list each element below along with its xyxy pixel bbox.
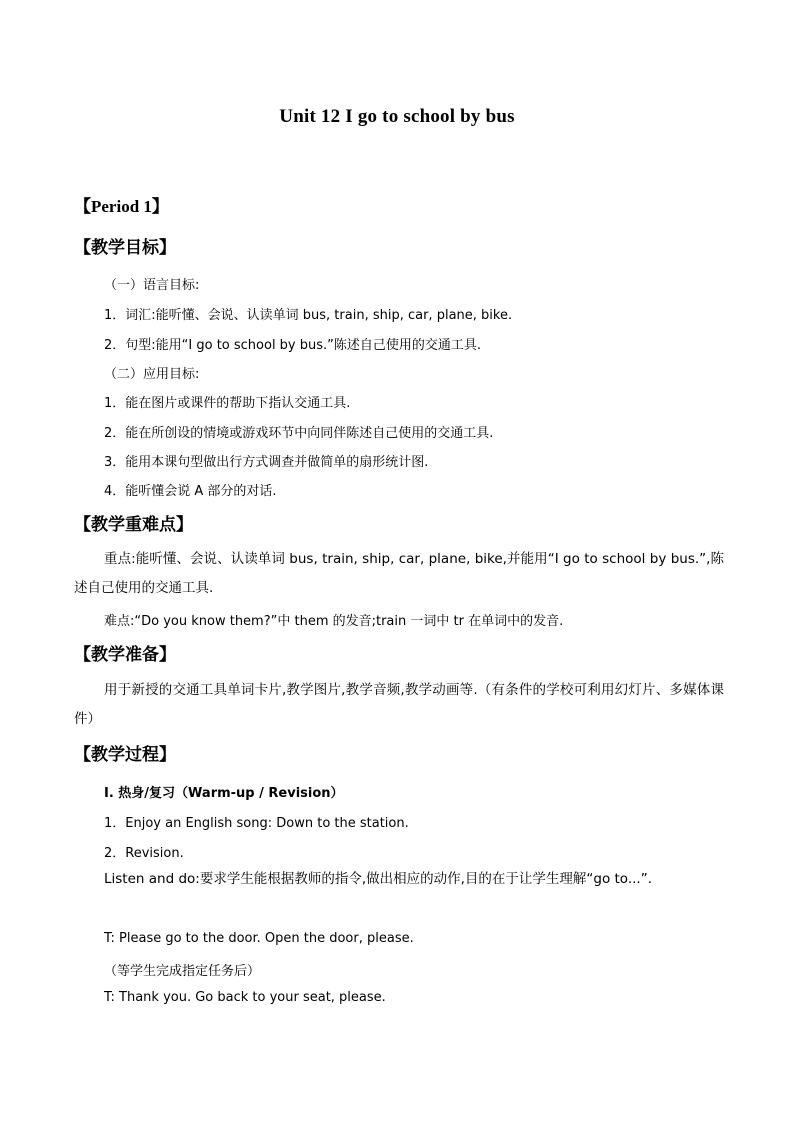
process-heading: 【教学过程】 <box>74 745 176 765</box>
period-heading: 【Period 1】 <box>74 197 169 216</box>
preparation-heading: 【教学准备】 <box>74 645 176 665</box>
stage-note: （等学生完成指定任务后） <box>104 964 261 979</box>
objectives-heading: 【教学目标】 <box>74 238 176 258</box>
document-title: Unit 12 I go to school by bus <box>279 106 515 127</box>
teacher-line-1: T: Please go to the door. Open the door, please. <box>104 931 414 946</box>
language-objective-vocab: 1．词汇:能听懂、会说、认读单词 bus, train, ship, car, plane, bike. <box>104 308 513 323</box>
application-objective-2: 2．能在所创设的情境或游戏环节中向同伴陈述自己使用的交通工具. <box>104 426 494 441</box>
preparation-text: 用于新授的交通工具单词卡片,教学图片,教学音频,教学动画等.（有条件的学校可利用幻灯片、多媒体课件） <box>74 682 724 727</box>
warmup-heading: I. 热身/复习（Warm-up / Revision） <box>104 786 344 801</box>
application-objective-1: 1．能在图片或课件的帮助下指认交通工具. <box>104 396 351 411</box>
language-objective-sentence: 2．句型:能用“I go to school by bus.”陈述自己使用的交通工具. <box>104 338 482 353</box>
application-objective-3: 3．能用本课句型做出行方式调查并做简单的扇形统计图. <box>104 455 429 470</box>
warmup-item-song: 1．Enjoy an English song: Down to the station. <box>104 816 409 831</box>
application-objectives-heading: （二）应用目标: <box>104 367 200 382</box>
keypoint-focus: 重点:能听懂、会说、认读单词 bus, train, ship, car, plane, bike,并能用“I go to school by bus.”,陈述自己使用的交通工具. <box>74 551 724 596</box>
language-objectives-heading: （一）语言目标: <box>104 278 200 293</box>
keypoints-heading: 【教学重难点】 <box>74 515 193 535</box>
keypoint-difficulty: 难点:“Do you know them?”中 them 的发音;train 一词中 tr 在单词中的发音. <box>104 614 564 629</box>
teacher-line-2: T: Thank you. Go back to your seat, please. <box>104 990 386 1005</box>
listen-and-do-text: Listen and do:要求学生能根据教师的指令,做出相应的动作,目的在于让学生理解“go to...”. <box>104 871 652 887</box>
warmup-item-revision: 2．Revision. <box>104 846 184 861</box>
application-objective-4: 4．能听懂会说 A 部分的对话. <box>104 484 277 499</box>
